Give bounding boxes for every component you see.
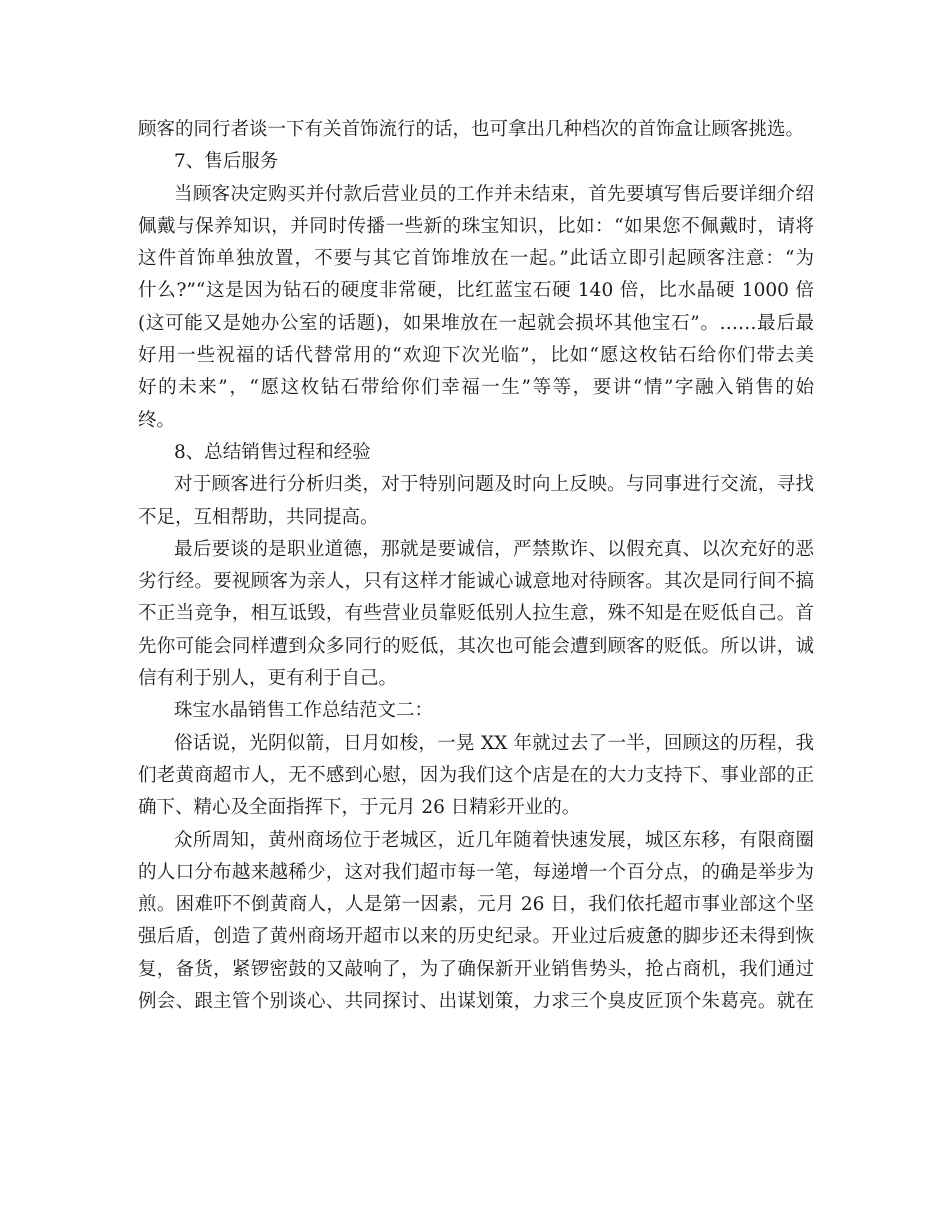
text-line: 珠宝水晶销售工作总结范文二： bbox=[174, 700, 434, 722]
text-line: 顾客的同行者谈一下有关首饰流行的话，也可拿出几种档次的首饰盒让顾客挑选。 bbox=[138, 119, 805, 140]
text-line: (这可能又是她办公室的话题)，如果堆放在一起就会损坏其他宝石”。……最后最 bbox=[138, 312, 814, 334]
text-line: 7、售后服务 bbox=[174, 151, 279, 173]
text-line: 好用一些祝福的话代替常用的“欢迎下次光临”，比如“愿这枚钻石给你们带去美 bbox=[138, 345, 814, 367]
text-line: 劣行经。要视顾客为亲人，只有这样才能诚心诚意地对待顾客。其次是同行间不搞 bbox=[138, 571, 814, 593]
text-line: 当顾客决定购买并付款后营业员的工作并未结束，首先要填写售后要详细介绍 bbox=[174, 183, 814, 205]
text-line: 不足，互相帮助，共同提高。 bbox=[138, 506, 379, 528]
text-line: 终。 bbox=[138, 409, 176, 431]
text-line: 先你可能会同样遭到众多同行的贬低，其次也可能会遭到顾客的贬低。所以讲，诚 bbox=[138, 635, 814, 657]
text-line: 不正当竞争，相互诋毁，有些营业员靠贬低别人拉生意，殊不知是在贬低自己。首 bbox=[138, 603, 814, 625]
text-line: 的人口分布越来越稀少，这对我们超市每一笔，每递增一个百分点，的确是举步为 bbox=[138, 861, 814, 883]
text-line: 例会、跟主管个别谈心、共同探讨、出谋划策，力求三个臭皮匠顶个朱葛亮。就在 bbox=[138, 991, 814, 1013]
text-line: 佩戴与保养知识，并同时传播一些新的珠宝知识，比如：“如果您不佩戴时，请将 bbox=[138, 215, 814, 237]
document-body bbox=[138, 114, 814, 1018]
text-line: 复，备货，紧锣密鼓的又敲响了，为了确保新开业销售势头，抢占商机，我们通过 bbox=[138, 958, 814, 980]
text-line: 8、总结销售过程和经验 bbox=[174, 441, 371, 463]
text-line: 好的未来”，“愿这枚钻石带给你们幸福一生”等等，要讲“情”字融入销售的始 bbox=[138, 377, 814, 399]
text-line: 最后要谈的是职业道德，那就是要诚信，严禁欺诈、以假充真、以次充好的恶 bbox=[174, 538, 814, 560]
text-line: 们老黄商超市人，无不感到心慰，因为我们这个店是在的大力支持下、事业部的正 bbox=[138, 764, 814, 786]
text-line: 强后盾，创造了黄州商场开超市以来的历史纪录。开业过后疲惫的脚步还未得到恢 bbox=[138, 926, 814, 948]
text-line: 确下、精心及全面指挥下，于元月 26 日精彩开业的。 bbox=[138, 797, 581, 819]
text-line: 这件首饰单独放置，不要与其它首饰堆放在一起。”此话立即引起顾客注意：“为 bbox=[138, 248, 814, 270]
text-line: 对于顾客进行分析归类，对于特别问题及时向上反映。与同事进行交流，寻找 bbox=[174, 474, 814, 496]
text-line: 信有利于别人，更有利于自己。 bbox=[138, 668, 398, 690]
text-line: 众所周知，黄州商场位于老城区，近几年随着快速发展，城区东移，有限商圈 bbox=[174, 829, 814, 851]
text-line: 俗话说，光阴似箭，日月如梭，一晃 XX 年就过去了一半，回顾这的历程，我 bbox=[174, 732, 814, 754]
text-line: 什么?”“这是因为钻石的硬度非常硬，比红蓝宝石硬 140 倍，比水晶硬 1000 倍 bbox=[138, 280, 814, 302]
text-line: 煎。困难吓不倒黄商人，人是第一因素，元月 26 日，我们依托超市事业部这个坚 bbox=[138, 894, 814, 916]
